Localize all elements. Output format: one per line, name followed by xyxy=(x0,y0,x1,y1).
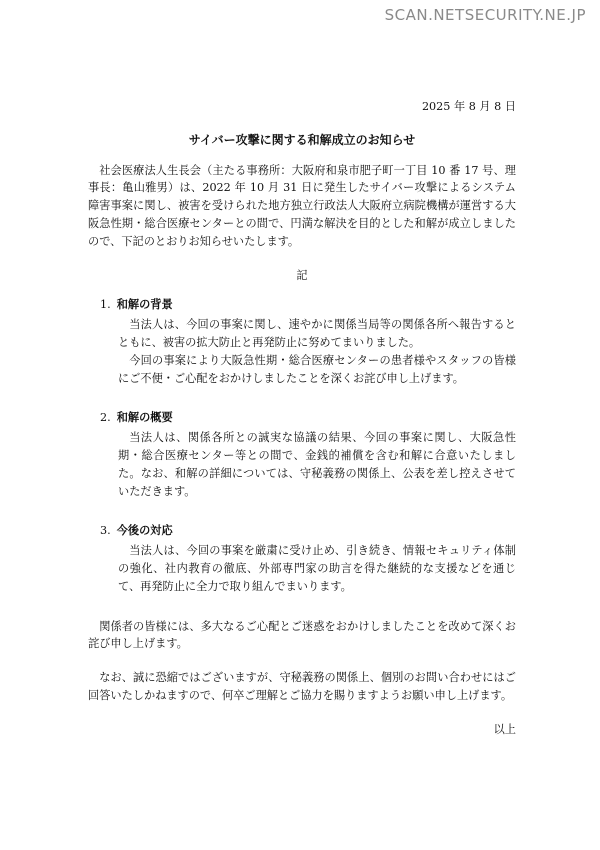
section-number: 2. xyxy=(100,411,111,425)
section-summary xyxy=(88,409,516,500)
document-page xyxy=(88,98,516,739)
section-heading xyxy=(100,409,516,427)
document-date: 2025 年 8 月 8 日 xyxy=(421,100,516,113)
section-heading xyxy=(100,522,516,540)
document-title: サイバー攻撃に関する和解成立のお知らせ xyxy=(188,132,416,147)
closing-paragraph-inquiries: なお、誠に恐縮ではございますが、守秘義務の関係上、個別のお問い合わせにはご回答いたしかねますので、何卒ご理解とご協力を賜りますようお願い申し上げます。 xyxy=(88,671,516,702)
section-paragraph: 当法人は、関係各所との誠実な協議の結果、今回の事案に関し、大阪急性期・総合医療センター等との間で、金銭的補償を含む和解に合意いたしました。なお、和解の詳細については、守秘義務の関係上、公表を差し控えさせていただきます。 xyxy=(118,431,516,498)
watermark-text: SCAN.NETSECURITY.NE.JP xyxy=(384,6,586,24)
closing-paragraph-apology: 関係者の皆様には、多大なるご心配とご迷惑をおかけしましたことを改めて深くお詫び申し上げます。 xyxy=(88,619,516,651)
intro-paragraph: 社会医療法人生長会（主たる事務所：大阪府和泉市肥子町一丁目 10 番 17 号、理事長：亀山雅男）は、2022 年 10 月 31 日に発生したサイバー攻撃によるシステム障害事案に関し、被害を受けられた地方独立行政法人大阪府立病院機構が運営する大阪急性期・総合医療センターとの間で、円満な解決を目的とした和解が成立しましたので、下記のとおりお知らせいたします。 xyxy=(88,163,516,248)
section-title: 今後の対応 xyxy=(116,523,173,538)
section-paragraph: 当法人は、今回の事案を厳粛に受け止め、引き続き、情報セキュリティ体制の強化、社内教育の徹底、外部専門家の助言を得た継続的な支援などを通じて、再発防止に全力で取り組んでまいります。 xyxy=(118,544,516,593)
section-paragraph: 当法人は、今回の事案に関し、速やかに関係当局等の関係各所へ報告するとともに、被害の拡大防止と再発防止に努めてまいりました。 xyxy=(118,318,516,349)
section-number: 3. xyxy=(100,524,111,538)
section-background xyxy=(88,296,516,387)
ki-mark: 記 xyxy=(296,268,308,282)
section-title: 和解の概要 xyxy=(116,410,173,425)
section-number: 1. xyxy=(100,298,111,312)
section-paragraph: 今回の事案により大阪急性期・総合医療センターの患者様やスタッフの皆様にご不便・ご心配をおかけしましたことを深くお詫び申し上げます。 xyxy=(118,353,516,385)
section-future-actions xyxy=(88,522,516,595)
end-mark: 以上 xyxy=(493,722,516,736)
section-heading xyxy=(100,296,516,314)
section-title: 和解の背景 xyxy=(116,297,173,312)
